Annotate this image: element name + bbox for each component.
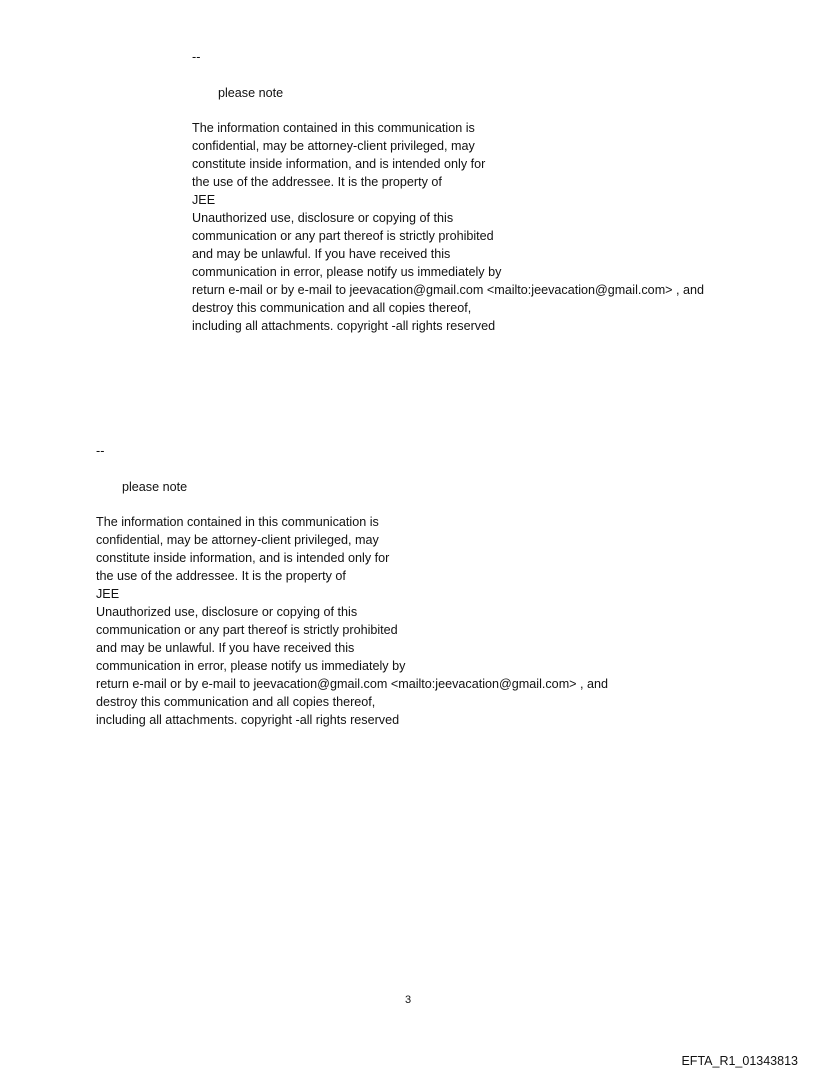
disclaimer-line: communication in error, please notify us immediately by bbox=[96, 659, 406, 673]
disclaimer-line: communication or any part thereof is strictly prohibited bbox=[192, 229, 494, 243]
disclaimer-line: the use of the addressee. It is the property of bbox=[192, 175, 442, 189]
disclaimer-block bbox=[96, 442, 608, 729]
disclaimer-line: communication in error, please notify us immediately by bbox=[192, 265, 502, 279]
disclaimer-line-email: return e-mail or by e-mail to jeevacation@gmail.com <mailto:jeevacation@gmail.com> , and bbox=[96, 677, 609, 691]
note-heading: please note bbox=[122, 480, 188, 494]
disclaimer-line: constitute inside information, and is intended only for bbox=[192, 157, 486, 171]
disclaimer-line: the use of the addressee. It is the property of bbox=[96, 569, 346, 583]
disclaimer-text bbox=[96, 513, 608, 729]
disclaimer-line: JEE bbox=[96, 587, 120, 601]
disclaimer-line: JEE bbox=[192, 193, 216, 207]
separator: -- bbox=[192, 50, 201, 64]
disclaimer-text bbox=[192, 119, 704, 335]
disclaimer-line: destroy this communication and all copies thereof, bbox=[96, 695, 376, 709]
disclaimer-block-indented bbox=[192, 48, 704, 335]
disclaimer-line: confidential, may be attorney-client privileged, may bbox=[96, 533, 379, 547]
disclaimer-line: and may be unlawful. If you have received this bbox=[192, 247, 451, 261]
disclaimer-line-email: return e-mail or by e-mail to jeevacation@gmail.com <mailto:jeevacation@gmail.com> , and bbox=[192, 283, 705, 297]
disclaimer-line: The information contained in this communication is bbox=[96, 515, 379, 529]
document-id: EFTA_R1_01343813 bbox=[681, 1054, 798, 1068]
disclaimer-line: communication or any part thereof is strictly prohibited bbox=[96, 623, 398, 637]
disclaimer-line: constitute inside information, and is intended only for bbox=[96, 551, 390, 565]
disclaimer-line: including all attachments. copyright -all rights reserved bbox=[192, 319, 496, 333]
separator: -- bbox=[96, 444, 105, 458]
note-heading: please note bbox=[218, 86, 284, 100]
page-number: 3 bbox=[404, 994, 412, 1006]
disclaimer-line: confidential, may be attorney-client privileged, may bbox=[192, 139, 475, 153]
disclaimer-line: Unauthorized use, disclosure or copying of this bbox=[96, 605, 358, 619]
disclaimer-line: The information contained in this communication is bbox=[192, 121, 475, 135]
disclaimer-line: Unauthorized use, disclosure or copying of this bbox=[192, 211, 454, 225]
disclaimer-line: destroy this communication and all copies thereof, bbox=[192, 301, 472, 315]
disclaimer-line: including all attachments. copyright -all rights reserved bbox=[96, 713, 400, 727]
disclaimer-line: and may be unlawful. If you have received this bbox=[96, 641, 355, 655]
